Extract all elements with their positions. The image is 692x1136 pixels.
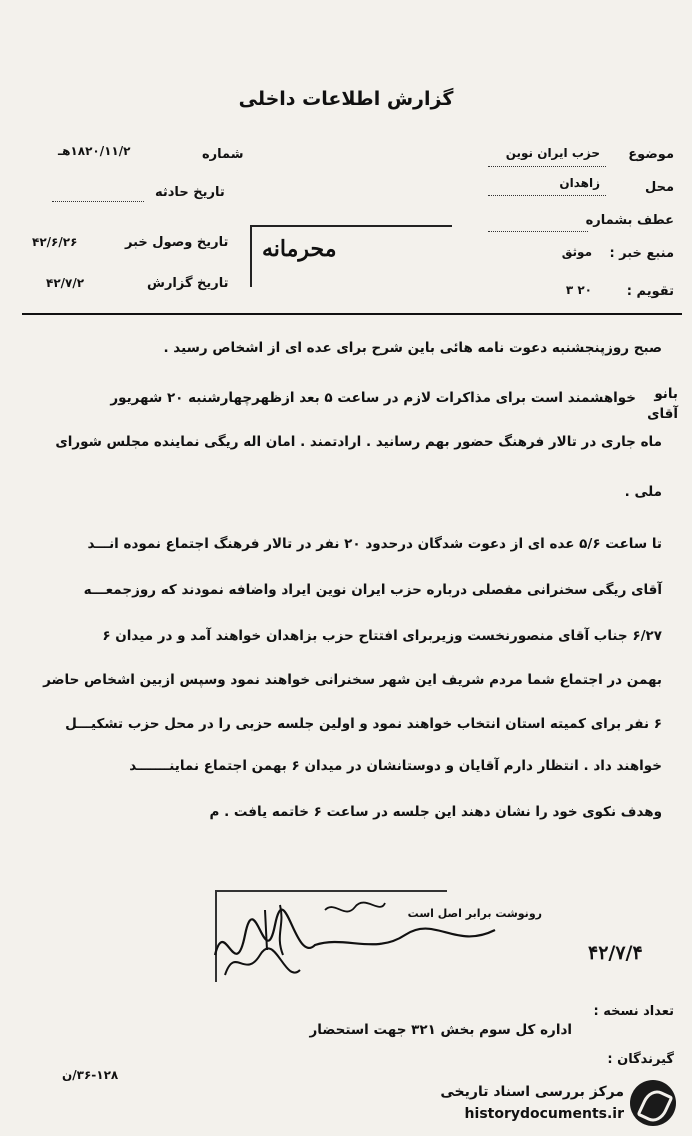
body-line-8: بهمن در اجتماع شما مردم شریف این شهر سخنرانی خواهند نمود وسپس ازبین اشخاص حاضر xyxy=(43,672,662,688)
copy-note: رونوشت برابر اصل است xyxy=(407,907,542,920)
body-line-2-prefix-b: آقای xyxy=(647,406,678,422)
rating-label: تقویم : xyxy=(626,284,674,299)
body-line-2-prefix-a: بانو xyxy=(654,386,678,402)
subject-label: موضوع xyxy=(628,147,674,162)
report-date-value: ۴۲/۷/۲ xyxy=(46,276,85,290)
event-date-underline xyxy=(52,200,144,202)
copies-label: تعداد نسخه : xyxy=(593,1004,674,1019)
body-line-10: خواهند داد . انتظار دارم آقایان و دوستانشان در میدان ۶ بهمن اجتماع نماینـــــــد xyxy=(129,758,662,774)
source-label: منبع خبر : xyxy=(609,246,674,261)
number-value: ۱۸۲۰/۱۱/۲هـ xyxy=(58,144,131,158)
body-line-11: وهدف نکوی خود را نشان دهند این جلسه در ساعت ۶ خاتمه یافت . م xyxy=(209,804,662,820)
body-line-5: تا ساعت ۵/۶ عده ای از دعوت شدگان درحدود ۲۰ نفر در تالار فرهنگ اجتماع نموده انـــد xyxy=(87,536,662,552)
watermark-name: مرکز بررسی اسناد تاریخی xyxy=(440,1084,624,1100)
body-line-7: ۶/۲۷ جناب آقای منصورنخست وزیربرای افتتاح حزب بزاهدان خواهند آمد و در میدان ۶ xyxy=(102,628,662,644)
confidential-stamp: محرمانه xyxy=(262,236,337,262)
reference-label: عطف بشماره xyxy=(585,213,674,228)
header-rule xyxy=(22,313,682,315)
place-value: زاهدان xyxy=(559,176,600,190)
body-line-6: آقای ریگی سخنرانی مفصلی درباره حزب ایران نوین ایراد واضافه نمودند که روزجمعـــه xyxy=(83,582,662,598)
body-line-3: ماه جاری در تالار فرهنگ حضور بهم رسانید . ارادتمند . امان اله ریگی نماینده مجلس شورای xyxy=(55,434,662,450)
archive-logo-icon xyxy=(630,1080,676,1126)
document-title: گزارش اطلاعات داخلی xyxy=(238,88,454,110)
body-line-4: ملی . xyxy=(624,484,662,500)
body-line-1: صبح روزپنجشنبه دعوت نامه هائی باین شرح برای عده ای از اشخاص رسید . xyxy=(163,340,662,356)
watermark-url: historydocuments.ir xyxy=(464,1106,624,1122)
rating-value: ۲۰ ۳ xyxy=(565,283,592,297)
place-label: محل xyxy=(644,180,674,195)
subject-value: حزب ایران نوین xyxy=(505,146,600,160)
event-date-label: تاریخ حادثه xyxy=(155,185,225,200)
recipients-value: اداره کل سوم بخش ۳۲۱ جهت استحضار xyxy=(309,1022,572,1038)
report-date-label: تاریخ گزارش xyxy=(147,276,229,291)
body-line-9: ۶ نفر برای کمیته استان انتخاب خواهند نمود و اولین جلسه حزبی را در محل حزب تشکیـــل xyxy=(65,716,662,732)
document-code: ۳۶-۱۲۸/ن xyxy=(62,1068,119,1082)
recipients-label: گیرندگان : xyxy=(607,1052,674,1067)
reference-underline xyxy=(488,230,588,232)
receipt-date-label: تاریخ وصول خبر xyxy=(125,235,229,250)
body-line-2: خواهشمند است برای مذاکرات لازم در ساعت ۵ بعد ازظهرچهارشنبه ۲۰ شهریور xyxy=(110,390,636,406)
source-value: موثق xyxy=(561,245,592,259)
place-underline xyxy=(488,194,606,196)
subject-underline xyxy=(488,165,606,167)
number-label: شماره xyxy=(202,147,244,162)
handwritten-date: ۴۲/۷/۴ xyxy=(588,942,643,964)
handwritten-signature xyxy=(205,895,505,995)
receipt-date-value: ۴۲/۶/۲۶ xyxy=(32,235,78,249)
